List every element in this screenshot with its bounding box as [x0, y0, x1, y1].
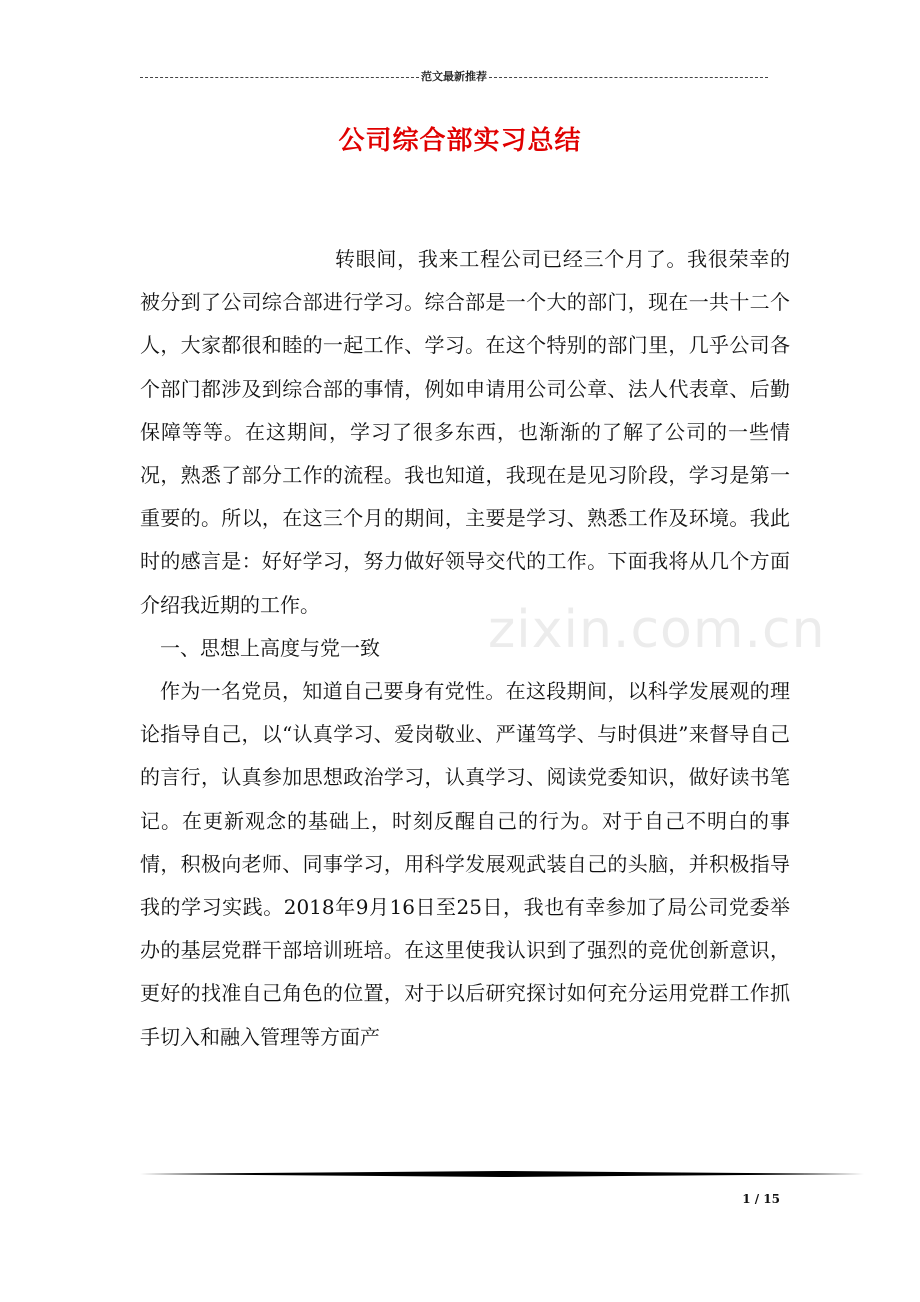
- document-body: [140, 238, 790, 1059]
- page-header: [140, 68, 768, 86]
- page-number: 1 / 15: [742, 1192, 780, 1206]
- paragraph-section-one: 作为一名党员，知道自己要身有党性。在这段期间，以科学发展观的理论指导自己，以“认真学习、爱岗敬业、严谨笃学、与时俱进”来督导自己的言行，认真参加思想政治学习，认真学习、阅读党委知识，做好读书笔记。在更新观念的基础上，时刻反醒自己的行为。对于自己不明白的事情，积极向老师、同事学习，用科学发展观武装自己的头脑，并积极指导我的学习实践。2018年9月16日至25日，我也有幸参加了局公司党委举办的基层党群干部培训班培。在这里使我认识到了强烈的竞优创新意识，更好的找准自己角色的位置，对于以后研究探讨如何充分运用党群工作抓手切入和融入管理等方面产: [140, 679, 790, 1049]
- header-dashed-rule-right: [489, 77, 768, 78]
- header-label: 范文最新推荐: [421, 70, 487, 83]
- section-heading: 一、思想上高度与党一致: [160, 635, 380, 660]
- paragraph-intro: 转眼间，我来工程公司已经三个月了。我很荣幸的被分到了公司综合部进行学习。综合部是一个大的部门，现在一共十二个人，大家都很和睦的一起工作、学习。在这个特别的部门里，几乎公司各个部门都涉及到综合部的事情，例如申请用公司公章、法人代表章、后勤保障等等。在这期间，学习了很多东西，也渐渐的了解了公司的一些情况，熟悉了部分工作的流程。我也知道，我现在是见习阶段，学习是第一重要的。所以，在这三个月的期间，主要是学习、熟悉工作及环境。我此时的感言是：好好学习，努力做好领导交代的工作。下面我将从几个方面介绍我近期的工作。: [140, 247, 790, 617]
- watermark: zixin.com.cn: [488, 600, 826, 660]
- header-dashed-rule-left: [140, 77, 419, 78]
- footer-rule: [140, 1171, 864, 1177]
- document-title: 公司综合部实习总结: [338, 126, 582, 156]
